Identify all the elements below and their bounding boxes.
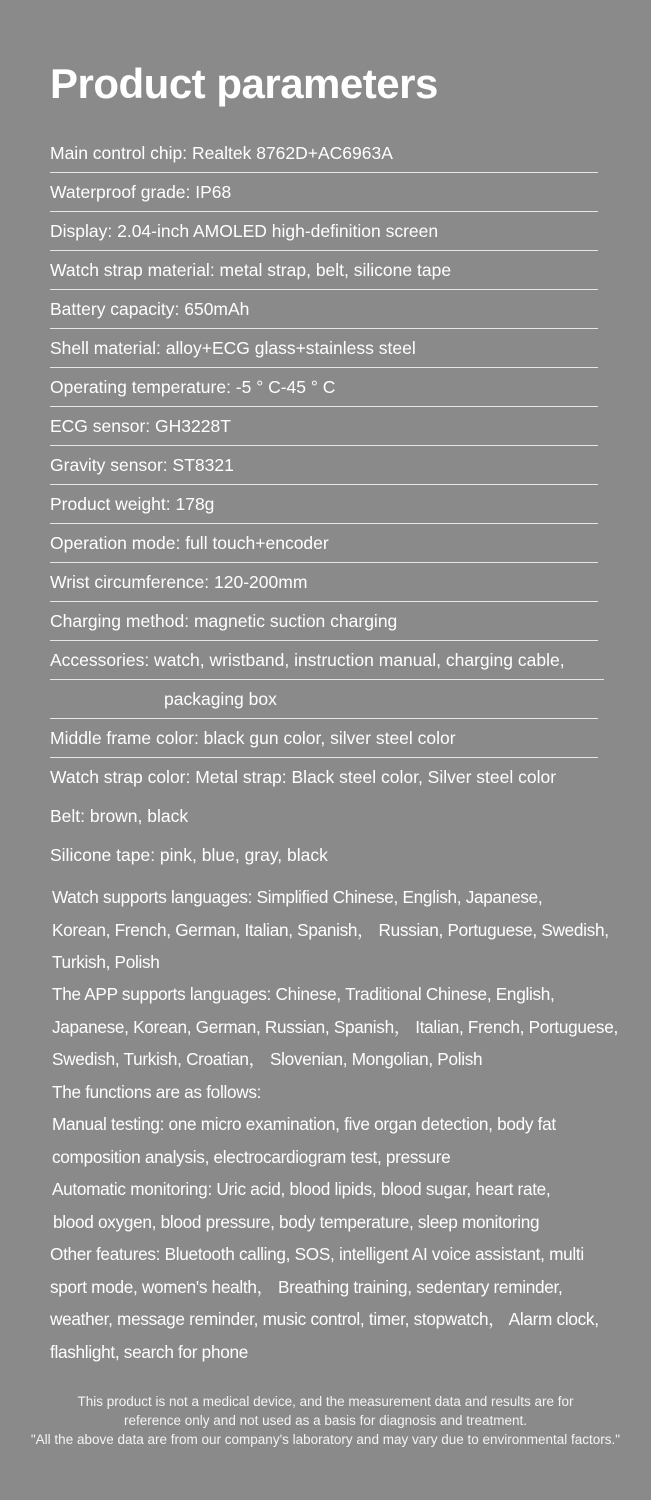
app-languages-line: The APP supports languages: Chinese, Traditional Chinese, English, bbox=[52, 984, 555, 1004]
strap-color-belt: Belt: brown, black bbox=[50, 806, 189, 826]
spec-table bbox=[50, 134, 598, 758]
manual-testing-paragraph bbox=[52, 1108, 556, 1173]
strap-color-metal: Watch strap color: Metal strap: Black steel color, Silver steel color bbox=[50, 767, 557, 787]
spec-row-ecg-sensor: ECG sensor: GH3228T bbox=[50, 407, 598, 446]
watch-languages-line: Turkish, Polish bbox=[52, 952, 160, 972]
spec-row-operation-mode: Operation mode: full touch+encoder bbox=[50, 524, 598, 563]
watch-languages-paragraph bbox=[52, 881, 609, 979]
spec-row-strap-material: Watch strap material: metal strap, belt, silicone tape bbox=[50, 251, 598, 290]
accessories-line-1: Accessories: watch, wristband, instruction manual, charging cable, bbox=[50, 641, 604, 680]
spec-row-main-chip: Main control chip: Realtek 8762D+AC6963A bbox=[50, 134, 598, 173]
automatic-monitoring-line: blood oxygen, blood pressure, body temperature, sleep monitoring bbox=[53, 1211, 540, 1232]
disclaimer-footer bbox=[0, 1392, 651, 1449]
spec-row-weight: Product weight: 178g bbox=[50, 485, 598, 524]
spec-row-operating-temperature: Operating temperature: -5 ° C-45 ° C bbox=[50, 368, 598, 407]
functions-heading bbox=[52, 1076, 261, 1109]
disclaimer-line: "All the above data are from our company's laboratory and may vary due to environmental factors." bbox=[30, 1432, 621, 1447]
functions-heading-text: The functions are as follows: bbox=[52, 1082, 262, 1102]
spec-row-display: Display: 2.04-inch AMOLED high-definition screen bbox=[50, 212, 598, 251]
page-title: Product parameters bbox=[50, 60, 438, 107]
other-features-line: weather, message reminder, music control, timer, stopwatch， Alarm clock, bbox=[50, 1309, 599, 1329]
spec-row-gravity-sensor: Gravity sensor: ST8321 bbox=[50, 446, 598, 485]
other-features-line: sport mode, women's health， Breathing training, sedentary reminder, bbox=[50, 1276, 563, 1297]
automatic-monitoring-paragraph bbox=[52, 1173, 550, 1238]
spec-row-accessories bbox=[50, 641, 598, 719]
spec-row-waterproof: Waterproof grade: IP68 bbox=[50, 173, 598, 212]
manual-testing-line: composition analysis, electrocardiogram test, pressure bbox=[52, 1146, 451, 1167]
app-languages-line: Swedish, Turkish, Croatian， Slovenian, Mongolian, Polish bbox=[52, 1049, 483, 1069]
other-features-line: Other features: Bluetooth calling, SOS, intelligent AI voice assistant, multi bbox=[50, 1244, 584, 1264]
spec-row-battery: Battery capacity: 650mAh bbox=[50, 290, 598, 329]
automatic-monitoring-line: Automatic monitoring: Uric acid, blood lipids, blood sugar, heart rate, bbox=[52, 1179, 551, 1199]
strap-color-list bbox=[50, 758, 650, 875]
spec-row-charging-method: Charging method: magnetic suction charging bbox=[50, 602, 598, 641]
watch-languages-line: Watch supports languages: Simplified Chinese, English, Japanese, bbox=[52, 887, 543, 907]
disclaimer-line: reference only and not used as a basis for diagnosis and treatment. bbox=[124, 1413, 527, 1428]
other-features-line: flashlight, search for phone bbox=[50, 1341, 248, 1362]
strap-color-silicone: Silicone tape: pink, blue, gray, black bbox=[50, 845, 328, 865]
spec-row-middle-frame-color: Middle frame color: black gun color, silver steel color bbox=[50, 719, 598, 758]
app-languages-line: Japanese, Korean, German, Russian, Spanish， Italian, French, Portuguese, bbox=[52, 1016, 618, 1037]
watch-languages-line: Korean, French, German, Italian, Spanish， Russian, Portuguese, Swedish, bbox=[52, 919, 609, 940]
spec-row-wrist-circumference: Wrist circumference: 120-200mm bbox=[50, 563, 598, 602]
accessories-line-2: packaging box bbox=[164, 689, 277, 709]
app-languages-paragraph bbox=[52, 978, 618, 1076]
spec-row-shell-material: Shell material: alloy+ECG glass+stainless steel bbox=[50, 329, 598, 368]
manual-testing-line: Manual testing: one micro examination, five organ detection, body fat bbox=[52, 1114, 556, 1134]
other-features-paragraph bbox=[50, 1238, 599, 1368]
disclaimer-line: This product is not a medical device, and the measurement data and results are for bbox=[77, 1394, 574, 1409]
